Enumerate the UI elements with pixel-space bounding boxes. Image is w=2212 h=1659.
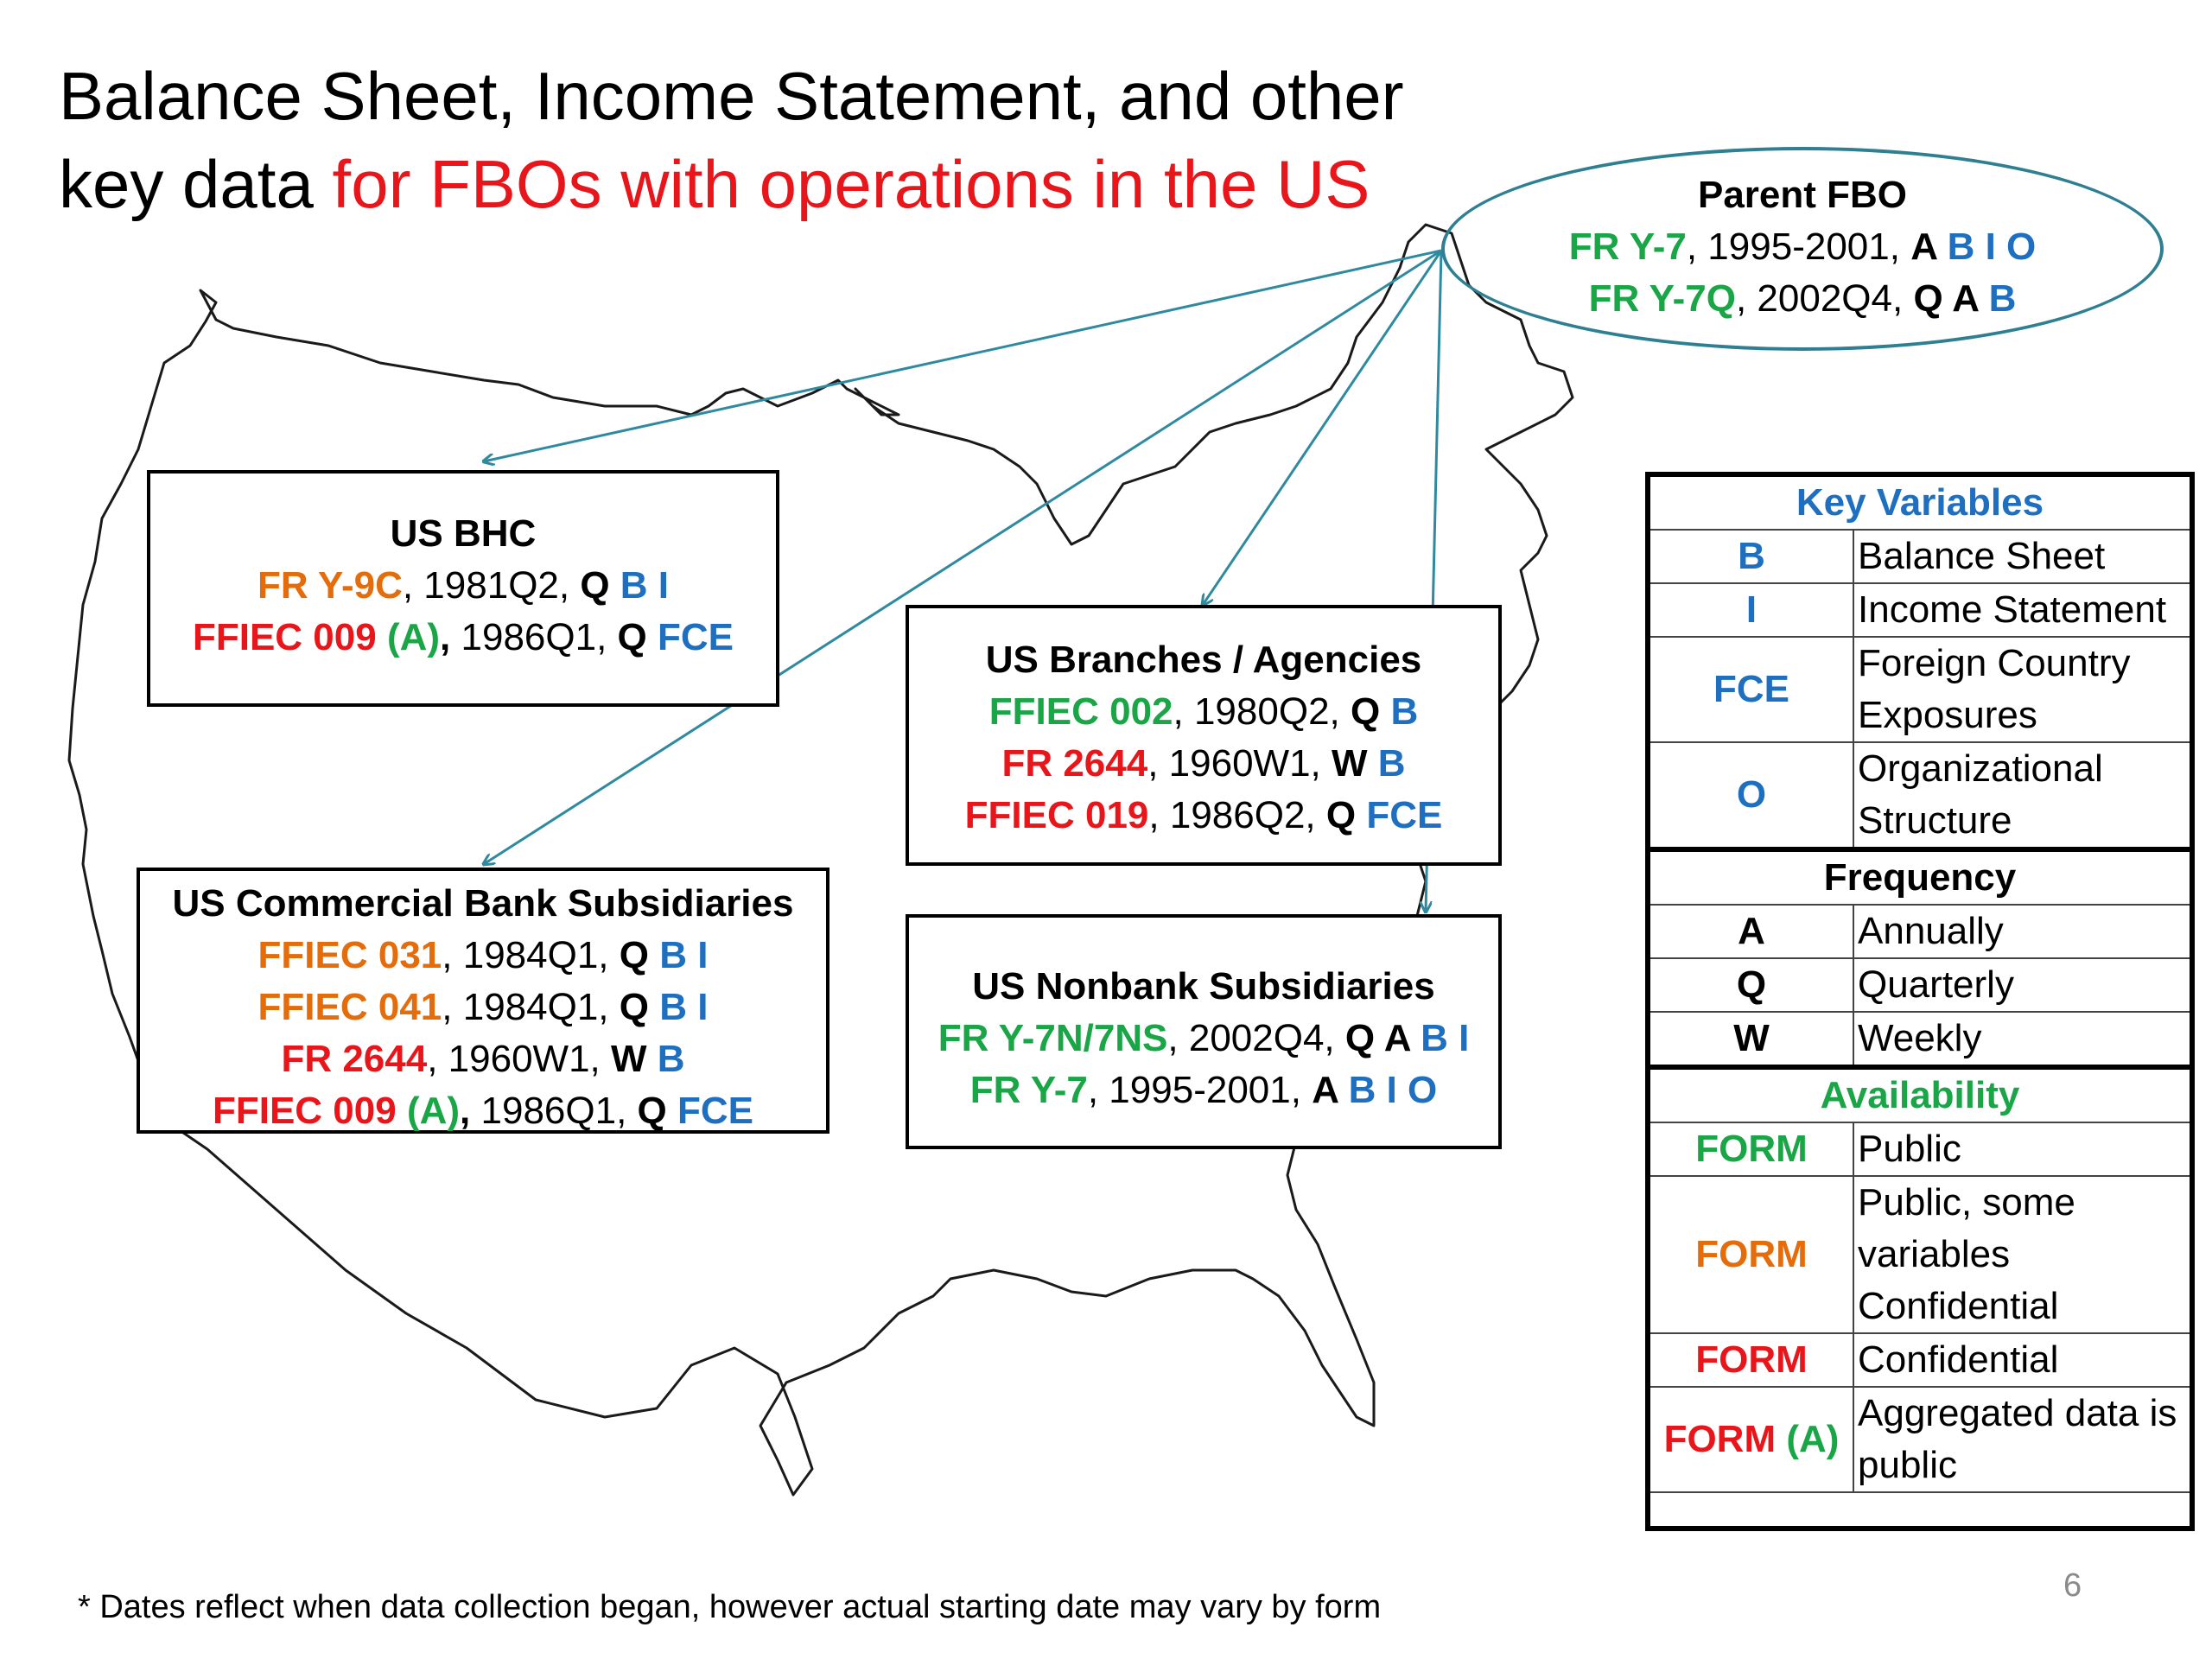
frequency-code: A xyxy=(1650,905,1853,958)
text-segment: Q xyxy=(617,616,658,658)
availability-code: FORM xyxy=(1650,1122,1853,1176)
text-segment: B xyxy=(1390,690,1419,733)
us-commercial-line xyxy=(140,982,826,1033)
text-segment: 1986Q1, xyxy=(470,1090,638,1132)
frequency-desc: Quarterly xyxy=(1853,958,2190,1012)
us-branches-line xyxy=(909,738,1498,790)
text-segment: FFIEC 009 xyxy=(192,616,387,658)
text-segment: FFIEC 002 xyxy=(988,690,1173,733)
text-segment: , 1984Q1, xyxy=(442,986,620,1028)
text-segment: FFIEC 009 xyxy=(212,1090,407,1132)
text-segment: , 2002Q4, xyxy=(1735,277,1914,320)
text-segment: B I xyxy=(659,934,709,976)
text-segment: B xyxy=(1377,742,1406,785)
text-segment: (A) xyxy=(406,1090,461,1132)
title-line-1: Balance Sheet, Income Statement, and other xyxy=(59,58,1404,134)
us-commercial-line xyxy=(140,1085,826,1137)
text-segment: , xyxy=(440,616,451,658)
title-line-2-black: key data xyxy=(59,146,333,222)
text-segment: FFIEC 031 xyxy=(257,934,442,976)
text-segment: , 2002Q4, xyxy=(1167,1017,1345,1059)
text-segment: FCE xyxy=(1366,794,1443,836)
key-code: B xyxy=(1650,530,1853,583)
us-nonbank-line xyxy=(909,1013,1498,1065)
frequency-desc: Weekly xyxy=(1853,1012,2190,1067)
text-segment: FR Y-7 xyxy=(969,1069,1088,1111)
us-branches-line xyxy=(909,686,1498,738)
text-segment: (A) xyxy=(386,616,441,658)
availability-code-suffix: (A) xyxy=(1776,1418,1840,1460)
text-segment: , 1980Q2, xyxy=(1173,690,1351,733)
text-segment: Q xyxy=(1351,690,1391,733)
key-code: FCE xyxy=(1650,637,1853,742)
text-segment: B I xyxy=(659,986,709,1028)
key-desc: Foreign Country Exposures xyxy=(1853,637,2190,742)
us-bhc-title: US BHC xyxy=(390,512,537,555)
text-segment: , 1960W1, xyxy=(1147,742,1332,785)
text-segment: B I O xyxy=(1947,226,2037,268)
frequency-desc: Annually xyxy=(1853,905,2190,958)
text-segment: B xyxy=(657,1038,685,1080)
text-segment: Q xyxy=(1325,794,1367,836)
availability-code-form: FORM xyxy=(1663,1418,1777,1460)
us-nonbank-title: US Nonbank Subsidiaries xyxy=(972,965,1435,1007)
us-bhc-line xyxy=(150,560,776,612)
text-segment: W xyxy=(1332,742,1378,785)
availability-desc: Public, some variables Confidential xyxy=(1853,1176,2190,1333)
text-segment: A xyxy=(1312,1069,1349,1111)
key-desc: Balance Sheet xyxy=(1853,530,2190,583)
parent-fbo-node xyxy=(1441,147,2164,351)
text-segment: B xyxy=(1988,277,2017,320)
frequency-code: W xyxy=(1650,1012,1853,1067)
availability-code xyxy=(1650,1387,1853,1492)
text-segment: FFIEC 041 xyxy=(257,986,442,1028)
text-segment: Q xyxy=(637,1090,677,1132)
title-line-2-red: for FBOs with operations in the US xyxy=(332,146,1370,222)
text-segment: , xyxy=(460,1090,471,1132)
text-segment: FR 2644 xyxy=(281,1038,428,1080)
us-commercial-title: US Commercial Bank Subsidiaries xyxy=(172,882,794,925)
arrow-to-us-bhc xyxy=(484,251,1441,461)
text-segment: , 1995-2001, xyxy=(1087,1069,1313,1111)
text-segment: B I O xyxy=(1348,1069,1438,1111)
text-segment: , 1986Q2, xyxy=(1148,794,1326,836)
text-segment: Q xyxy=(619,934,660,976)
text-segment: B I xyxy=(620,564,670,607)
key-desc: Income Statement xyxy=(1853,583,2190,637)
text-segment: FFIEC 019 xyxy=(964,794,1149,836)
us-branches-line xyxy=(909,790,1498,842)
page-number: 6 xyxy=(2063,1567,2082,1604)
parent-fbo-title: Parent FBO xyxy=(1697,174,1908,216)
text-segment: FCE xyxy=(658,616,734,658)
arrow-to-us-branches xyxy=(1203,251,1441,605)
text-segment: , 1995-2001, xyxy=(1686,226,1911,268)
us-commercial-line xyxy=(140,1033,826,1085)
availability-desc: Aggregated data is public xyxy=(1853,1387,2190,1492)
us-branches-title: US Branches / Agencies xyxy=(985,639,1422,681)
key-variables-title: Key Variables xyxy=(1650,477,2190,530)
text-segment: , 1984Q1, xyxy=(442,934,620,976)
parent-fbo-line xyxy=(1445,221,2160,273)
us-nonbank-box xyxy=(906,914,1502,1149)
availability-desc: Confidential xyxy=(1853,1333,2190,1387)
text-segment: Q xyxy=(580,564,620,607)
legend-table xyxy=(1645,472,2195,1531)
text-segment: Q xyxy=(619,986,660,1028)
text-segment: FR Y-7Q xyxy=(1588,277,1736,320)
availability-code: FORM xyxy=(1650,1176,1853,1333)
text-segment: FR Y-7 xyxy=(1568,226,1687,268)
text-segment: W xyxy=(611,1038,658,1080)
text-segment: FR Y-7N/7NS xyxy=(938,1017,1168,1059)
availability-desc: Public xyxy=(1853,1122,2190,1176)
availability-code: FORM xyxy=(1650,1333,1853,1387)
us-commercial-box xyxy=(137,868,830,1134)
text-segment: FR Y-9C xyxy=(257,564,403,607)
frequency-title: Frequency xyxy=(1650,849,2190,905)
us-commercial-line xyxy=(140,930,826,982)
text-segment: A xyxy=(1910,226,1948,268)
us-nonbank-line xyxy=(909,1065,1498,1116)
text-segment: , 1960W1, xyxy=(427,1038,611,1080)
availability-title: Availability xyxy=(1650,1067,2190,1122)
text-segment: FR 2644 xyxy=(1001,742,1148,785)
text-segment: B I xyxy=(1421,1017,1470,1059)
key-desc: Organizational Structure xyxy=(1853,742,2190,849)
text-segment: Q A xyxy=(1344,1017,1421,1059)
frequency-code: Q xyxy=(1650,958,1853,1012)
us-bhc-box xyxy=(147,470,779,707)
parent-fbo-line xyxy=(1445,273,2160,325)
text-segment: , 1981Q2, xyxy=(402,564,581,607)
us-bhc-line xyxy=(150,612,776,664)
us-branches-box xyxy=(906,605,1502,866)
footnote: * Dates reflect when data collection began, however actual starting date may vary by form xyxy=(78,1589,1382,1625)
key-code: O xyxy=(1650,742,1853,849)
key-code: I xyxy=(1650,583,1853,637)
text-segment: FCE xyxy=(677,1090,753,1132)
text-segment: 1986Q1, xyxy=(450,616,618,658)
text-segment: Q A xyxy=(1913,277,1989,320)
